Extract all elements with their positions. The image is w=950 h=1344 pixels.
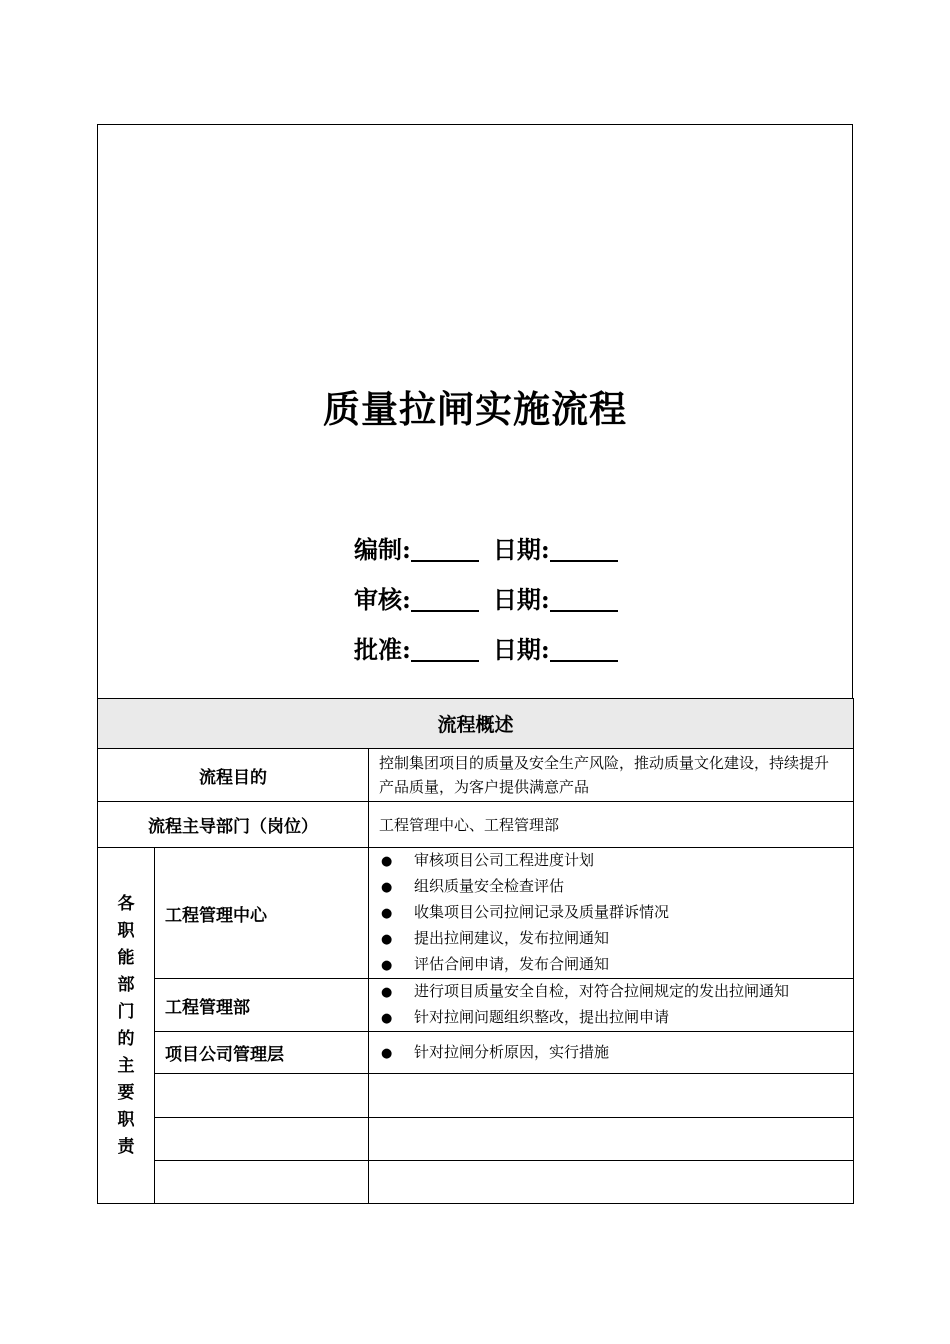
list-item: ● 针对拉闸问题组织整改，提出拉闸申请 <box>381 1008 670 1026</box>
signoff-row-approve <box>354 630 618 680</box>
review-label: 审核: <box>354 585 411 614</box>
compile-blank <box>411 534 479 562</box>
review-blank <box>411 584 479 612</box>
duties-label: 各 职 能 部 门 的 主 要 职 责 <box>98 848 155 1204</box>
signoff-row-compile <box>354 530 618 580</box>
cover-page <box>97 124 853 698</box>
empty-cell <box>369 1074 854 1118</box>
dept-duties <box>369 979 854 1032</box>
list-item: ● 收集项目公司拉闸记录及质量群诉情况 <box>381 903 670 921</box>
lead-dept-label: 流程主导部门（岗位） <box>98 802 369 848</box>
empty-cell <box>369 1161 854 1204</box>
dept-name: 工程管理部 <box>155 979 369 1032</box>
list-item: ● 评估合闸申请，发布合闸通知 <box>381 955 610 973</box>
compile-label: 编制: <box>354 535 411 564</box>
process-overview-table <box>97 698 854 1204</box>
review-date-label: 日期: <box>492 585 550 614</box>
approve-label: 批准: <box>354 635 411 664</box>
review-date-blank <box>550 584 618 612</box>
dept-name: 工程管理中心 <box>155 848 369 979</box>
lead-dept-text: 工程管理中心、工程管理部 <box>369 802 854 848</box>
list-item: ● 针对拉闸分析原因，实行措施 <box>381 1042 610 1061</box>
empty-cell <box>155 1118 369 1161</box>
dept-duties <box>369 848 854 979</box>
dept-name: 项目公司管理层 <box>155 1032 369 1074</box>
compile-date-blank <box>550 534 618 562</box>
signoff-row-review <box>354 580 618 630</box>
list-item: ● 进行项目质量安全自检，对符合拉闸规定的发出拉闸通知 <box>381 982 790 1000</box>
empty-cell <box>155 1074 369 1118</box>
purpose-label: 流程目的 <box>98 749 369 802</box>
overview-header: 流程概述 <box>98 699 854 749</box>
signoff-block <box>354 530 618 680</box>
empty-cell <box>369 1118 854 1161</box>
document-title: 质量拉闸实施流程 <box>323 387 627 431</box>
approve-date-label: 日期: <box>492 635 550 664</box>
approve-blank <box>411 634 479 662</box>
list-item: ● 提出拉闸建议，发布拉闸通知 <box>381 929 610 947</box>
list-item: ● 审核项目公司工程进度计划 <box>381 851 595 869</box>
empty-cell <box>155 1161 369 1204</box>
list-item: ● 组织质量安全检查评估 <box>381 877 565 895</box>
dept-duties <box>369 1032 854 1074</box>
compile-date-label: 日期: <box>492 535 550 564</box>
purpose-text: 控制集团项目的质量及安全生产风险，推动质量文化建设，持续提升产品质量，为客户提供满意产品 <box>369 749 854 802</box>
approve-date-blank <box>550 634 618 662</box>
